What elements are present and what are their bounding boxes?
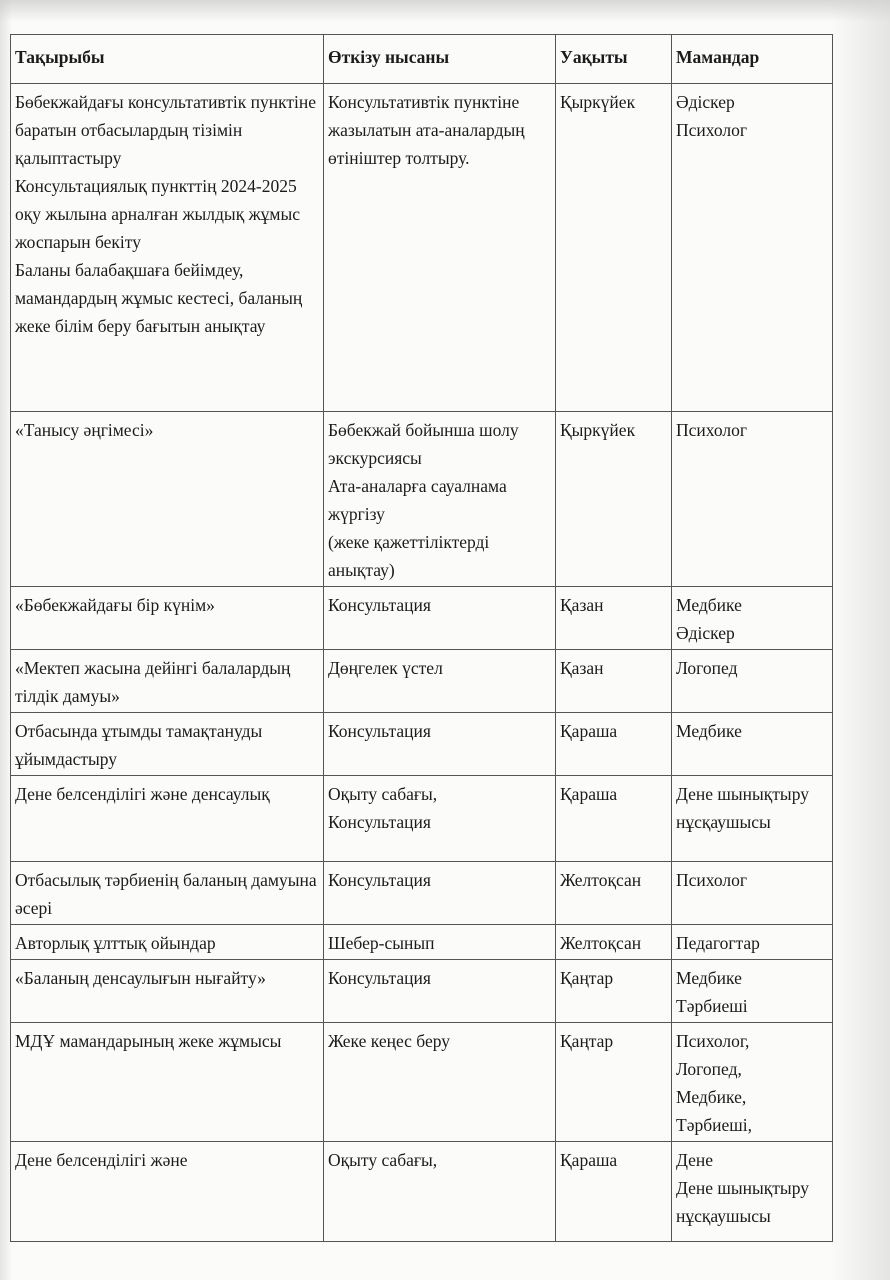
cell-form: Консультация (324, 960, 556, 1023)
cell-time: Желтоқсан (556, 925, 672, 960)
table-row (11, 84, 833, 412)
header-form: Өткізу нысаны (324, 35, 556, 84)
cell-specialists: Дене шынықтыру нұсқаушысы (672, 776, 833, 862)
cell-specialists: Әдіскер Психолог (672, 84, 833, 412)
header-topic: Тақырыбы (11, 35, 324, 84)
cell-specialists: Медбике Әдіскер (672, 587, 833, 650)
cell-form: Шебер-сынып (324, 925, 556, 960)
cell-topic: Дене белсенділігі және денсаулық (11, 776, 324, 862)
cell-topic: «Мектеп жасына дейінгі балалардың тілдік дамуы» (11, 650, 324, 713)
cell-topic: Дене белсенділігі және (11, 1142, 324, 1242)
cell-form: Консультативтік пунктіне жазылатын ата-аналардың өтініштер толтыру. (324, 84, 556, 412)
cell-topic: МДҰ мамандарының жеке жұмысы (11, 1023, 324, 1142)
table-row (11, 925, 833, 960)
cell-specialists: Логопед (672, 650, 833, 713)
cell-specialists: Дене Дене шынықтыру нұсқаушысы (672, 1142, 833, 1242)
header-specialists: Мамандар (672, 35, 833, 84)
cell-topic: Отбасында ұтымды тамақтануды ұйымдастыру (11, 713, 324, 776)
cell-form: Консультация (324, 587, 556, 650)
cell-time: Қараша (556, 713, 672, 776)
cell-specialists: Психолог (672, 862, 833, 925)
table-row (11, 412, 833, 587)
cell-form: Жеке кеңес беру (324, 1023, 556, 1142)
cell-specialists: Медбике (672, 713, 833, 776)
table-row (11, 960, 833, 1023)
table-row (11, 776, 833, 862)
table-row (11, 650, 833, 713)
cell-time: Қыркүйек (556, 412, 672, 587)
cell-topic: «Бөбекжайдағы бір күнім» (11, 587, 324, 650)
cell-topic: «Баланың денсаулығын нығайту» (11, 960, 324, 1023)
cell-time: Қаңтар (556, 1023, 672, 1142)
header-time: Уақыты (556, 35, 672, 84)
cell-time: Желтоқсан (556, 862, 672, 925)
cell-form: Оқыту сабағы, Консультация (324, 776, 556, 862)
cell-specialists: Педагогтар (672, 925, 833, 960)
cell-time: Қазан (556, 650, 672, 713)
cell-topic: Отбасылық тәрбиенің баланың дамуына әсері (11, 862, 324, 925)
cell-form: Консультация (324, 862, 556, 925)
cell-topic: Бөбекжайдағы консультативтік пунктіне баратын отбасылардың тізімін қалыптастыру Консультациялық пункттің 2024-2025 оқу жылына арналған жылдық жұмыс жоспарын бекіту Баланы балабақшаға бейімдеу, мамандардың жұмыс кестесі, баланың жеке білім беру бағытын анықтау (11, 84, 324, 412)
table-row (11, 1142, 833, 1242)
cell-specialists: Психолог, Логопед, Медбике, Тәрбиеші, (672, 1023, 833, 1142)
cell-form: Дөңгелек үстел (324, 650, 556, 713)
cell-time: Қараша (556, 776, 672, 862)
cell-form: Оқыту сабағы, (324, 1142, 556, 1242)
cell-time: Қаңтар (556, 960, 672, 1023)
cell-form: Консультация (324, 713, 556, 776)
page-edge-shadow (0, 0, 890, 22)
page-edge-shadow-right (830, 0, 890, 1280)
cell-specialists: Психолог (672, 412, 833, 587)
cell-time: Қыркүйек (556, 84, 672, 412)
cell-specialists: Медбике Тәрбиеші (672, 960, 833, 1023)
cell-topic: «Танысу әңгімесі» (11, 412, 324, 587)
cell-form: Бөбекжай бойынша шолу экскурсиясы Ата-аналарға сауалнама жүргізу (жеке қажеттіліктерді анықтау) (324, 412, 556, 587)
table-row (11, 1023, 833, 1142)
table-row (11, 713, 833, 776)
cell-time: Қазан (556, 587, 672, 650)
table-row (11, 862, 833, 925)
cell-topic: Авторлық ұлттық ойындар (11, 925, 324, 960)
table-header-row (11, 35, 833, 84)
table-row (11, 587, 833, 650)
consultation-plan-table (10, 34, 833, 1242)
cell-time: Қараша (556, 1142, 672, 1242)
